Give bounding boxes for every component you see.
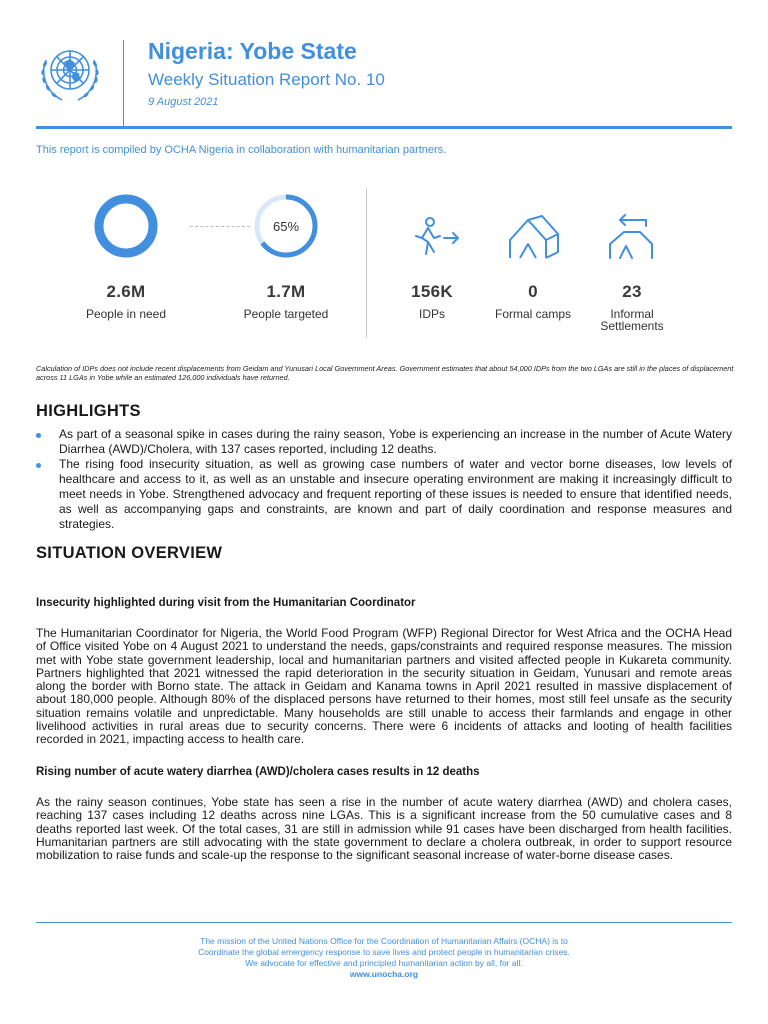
key-figures: [0, 180, 768, 350]
tent-icon: [506, 212, 562, 262]
percent-label: 65%: [272, 219, 300, 234]
list-item: [36, 427, 732, 457]
shelter-return-icon: [606, 212, 658, 262]
stat-people-targeted: [226, 282, 346, 320]
idp-footnote: Calculation of IDPs does not include recent displacements from Geidam and Yunusari Local Government Areas. Government estimates that about 54,000 IDPs from the two LGAs are still in the places of displacement across 11 LGAs in Yobe while an estimated 126,000 individuals have returned.: [36, 364, 734, 382]
footer-rule: [36, 922, 732, 923]
report-header: [0, 0, 768, 130]
people-in-need-ring: [94, 188, 158, 264]
stat-label-line1: Informal: [610, 307, 654, 321]
footer-line1: The mission of the United Nations Office for the Coordination of Humanitarian Affairs (OCHA) is to: [200, 936, 568, 946]
connector-line: [190, 226, 250, 227]
report-subtitle: Weekly Situation Report No. 10: [148, 70, 385, 89]
section-text-insecurity: The Humanitarian Coordinator for Nigeria, the World Food Program (WFP) Regional Director for West Africa and the OCHA Head of Office visited Yobe on 4 August 2021 to understand the needs, gaps/constraints and required response measures. The mission met with Yobe state government leadership, local and humanitarian partners and visited affected people in Kukareta community. Partners highlighted that 2021 witnessed the rapid deterioration in the security situation in Geidam, Yunusari and remote areas along the border with Borno state. The attack in Geidam and Kanama towns in April 2021 resulted in massive displacement of about 180,000 people. Although 80% of the displaced persons have returned to their homes, most still feel unsafe as the security situation remains volatile and unpredictable. Many households are still unable to access their farmlands and engage in other livelihood activities in rural areas due to security concerns. There were 6 incidents of attacks and looting of health facilities recorded in 2021, impacting access to health care.: [36, 626, 732, 747]
stat-label: Formal camps: [494, 307, 571, 321]
highlights-list: [36, 427, 732, 532]
un-emblem-icon: [36, 38, 104, 106]
situation-overview-heading: SITUATION OVERVIEW: [36, 544, 223, 562]
section-text-awd: As the rainy season continues, Yobe state has seen a rise in the number of acute watery diarrhea (AWD) and cholera cases, reaching 137 cases including 12 deaths across nine LGAs. This is a significant increase from the 50 cumulative cases and 8 deaths reported last week. Of the total cases, 31 are still in admission while 91 cases have been discharged from health facilities. Humanitarian partners are still advocating with the state government to declare a cholera outbreak, in order to support resource mobilization to raise funds and scale-up the response to the significant seasonal increase of water-borne disease cases.: [36, 795, 732, 863]
people-targeted-ring: [250, 188, 322, 264]
footer-line3: We advocate for effective and principled humanitarian action by all, for all.: [245, 958, 523, 968]
section-title-awd: Rising number of acute watery diarrhea (AWD)/cholera cases results in 12 deaths: [36, 766, 480, 778]
highlight-text: As part of a seasonal spike in cases during the rainy season, Yobe is experiencing an increase in the number of Acute Watery Diarrhea (AWD)/Cholera, with 137 cases reported, including 12 deaths.: [59, 427, 732, 456]
stat-label: People in need: [85, 307, 167, 321]
stat-label: People targeted: [243, 307, 329, 321]
stat-value: 156K: [411, 282, 453, 301]
stat-formal-camps: [490, 282, 576, 320]
stat-label-line2: Settlements: [600, 319, 664, 333]
stat-value: 23: [622, 282, 642, 301]
header-rule: [36, 126, 732, 129]
stat-value: 2.6M: [106, 282, 146, 301]
stat-informal-settlements: [586, 282, 678, 332]
highlights-heading: HIGHLIGHTS: [36, 402, 141, 420]
highlight-text: The rising food insecurity situation, as well as growing case numbers of water and vector borne diseases, low levels of healthcare and access to it, as well as an unstable and insecure operating environment are making it increasingly difficult to meet needs in Yobe. Strengthened advocacy and frequent reporting of these issues is needed to ensure that identified needs, as well as accompanying gaps and constraints, are known and part of daily coordination and response measures and strategies.: [59, 457, 732, 531]
bullet-icon: [36, 433, 41, 438]
report-title: Nigeria: Yobe State: [148, 38, 357, 64]
bullet-icon: [36, 463, 41, 468]
footer-line2: Coordinate the global emergency response to save lives and protect people in humanitarian crises.: [198, 947, 570, 957]
header-divider: [123, 40, 124, 126]
stats-divider: [366, 188, 367, 338]
stat-label: [586, 308, 678, 332]
stat-value: 1.7M: [266, 282, 306, 301]
footer: [100, 936, 668, 980]
stat-label: IDPs: [418, 307, 445, 321]
stat-value: 0: [528, 282, 538, 301]
stat-people-in-need: [66, 282, 186, 320]
person-moving-icon: [410, 216, 466, 260]
list-item: [36, 457, 732, 532]
compiled-note: This report is compiled by OCHA Nigeria in collaboration with humanitarian partners.: [36, 144, 447, 156]
report-date: 9 August 2021: [148, 96, 219, 108]
section-title-insecurity: Insecurity highlighted during visit from the Humanitarian Coordinator: [36, 597, 416, 609]
stat-idps: [392, 282, 472, 320]
footer-url-link[interactable]: www.unocha.org: [349, 969, 419, 979]
